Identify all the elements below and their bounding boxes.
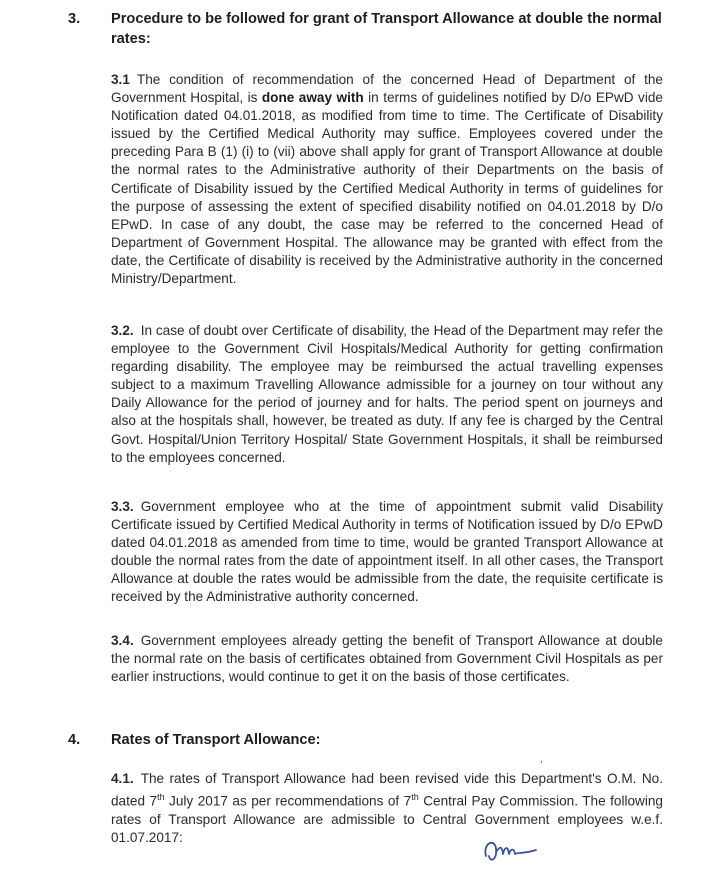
section-4-title: Rates of Transport Allowance: bbox=[111, 732, 321, 748]
section-3-number: 3. bbox=[68, 11, 81, 27]
signature-icon bbox=[480, 832, 544, 871]
paragraph-number: 3.2. bbox=[111, 323, 134, 338]
section-3-title-line1: Procedure to be followed for grant of Transport Allowance at double the normal bbox=[111, 11, 662, 27]
section-3-title-line2: rates: bbox=[111, 31, 151, 47]
superscript: th bbox=[411, 792, 419, 803]
section-3-title bbox=[111, 9, 691, 49]
paragraph-text: The condition of recommendation of the concerned Head of Department of the Government Hospital, is bbox=[111, 72, 663, 106]
paragraph-text: The rates of Transport Allowance had been revised vide this Department's O.M. No. dated 7 bbox=[111, 771, 663, 809]
paragraph-number: 3.3. bbox=[111, 499, 134, 514]
paragraph-number: 4.1. bbox=[111, 771, 134, 786]
paragraph-text-cont: in terms of guidelines notified by D/o EPwD vide Notification dated 04.01.2018, as modified from time to time. The Certificate of Disability issued by the Certified Medical Authority may suffice. Employees covered under the preceding Para B (1) (i) to (vii) above shall apply for grant of Transport Allowance at double the normal rates to the Administrative authority of their Departments on the basis of Certificate of Disability issued by the Certified Medical Authority in terms of guidelines for the purpose of assessing the extent of specified disability notified on 04.01.2018 by D/o EPwD. In case of any doubt, the case may be referred to the concerned Head of Department of Government Hospital. The allowance may be granted with effect from the date, the Certificate of disability is received by the Administrative authority in the concerned Ministry/Department. bbox=[111, 90, 663, 287]
emphasis-text: done away with bbox=[261, 90, 364, 106]
paragraph-3-3 bbox=[111, 498, 663, 607]
paragraph-text: Government employee who at the time of appointment submit valid Disability Certificate issued by Certified Medical Authority in terms of Notification issued by D/o EPwD dated 04.01.2018 as amended from time to time, would be granted Transport Allowance at double the normal rates from the date of appointment itself. In all other cases, the Transport Allowance at double the rates would be admissible from the date, the requisite certificate is received by the Administrative authority concerned. bbox=[111, 499, 663, 605]
paragraph-text-cont: July 2017 as per recommendations of 7 bbox=[164, 793, 412, 809]
paragraph-3-2 bbox=[111, 322, 663, 467]
paragraph-number: 3.1 bbox=[111, 72, 130, 87]
paragraph-3-1 bbox=[111, 71, 663, 288]
paragraph-text: In case of doubt over Certificate of disability, the Head of the Department may refer the employee to the Government Civil Hospitals/Medical Authority for getting confirmation regarding disability. The employee may be reimbursed the actual travelling expenses subject to a maximum Travelling Allowance admissible for a journey on tour without any Daily Allowance for the period of journey and for halts. The period spent on journeys and also at the hospitals shall, however, be treated as duty. If any fee is charged by the Central Govt. Hospital/Union Territory Hospital/ State Government Hospitals, it shall be reimbursed to the employees concerned. bbox=[111, 323, 663, 465]
paragraph-number: 3.4. bbox=[111, 633, 134, 648]
paragraph-text: Government employees already getting the benefit of Transport Allowance at double the normal rate on the basis of certificates obtained from Government Civil Hospitals as per earlier instructions, would continue to get it on the basis of those certificates. bbox=[111, 633, 663, 685]
paragraph-3-4 bbox=[111, 632, 663, 686]
superscript: th bbox=[157, 792, 165, 803]
stray-mark: , bbox=[540, 754, 543, 765]
section-4-number: 4. bbox=[68, 732, 81, 748]
paragraph-text-end: Central Pay Commission. The following rates of Transport Allowance are admissible to Central Government employees w.e.f. 01.07.2017: bbox=[111, 793, 663, 845]
paragraph-4-1 bbox=[111, 770, 663, 847]
